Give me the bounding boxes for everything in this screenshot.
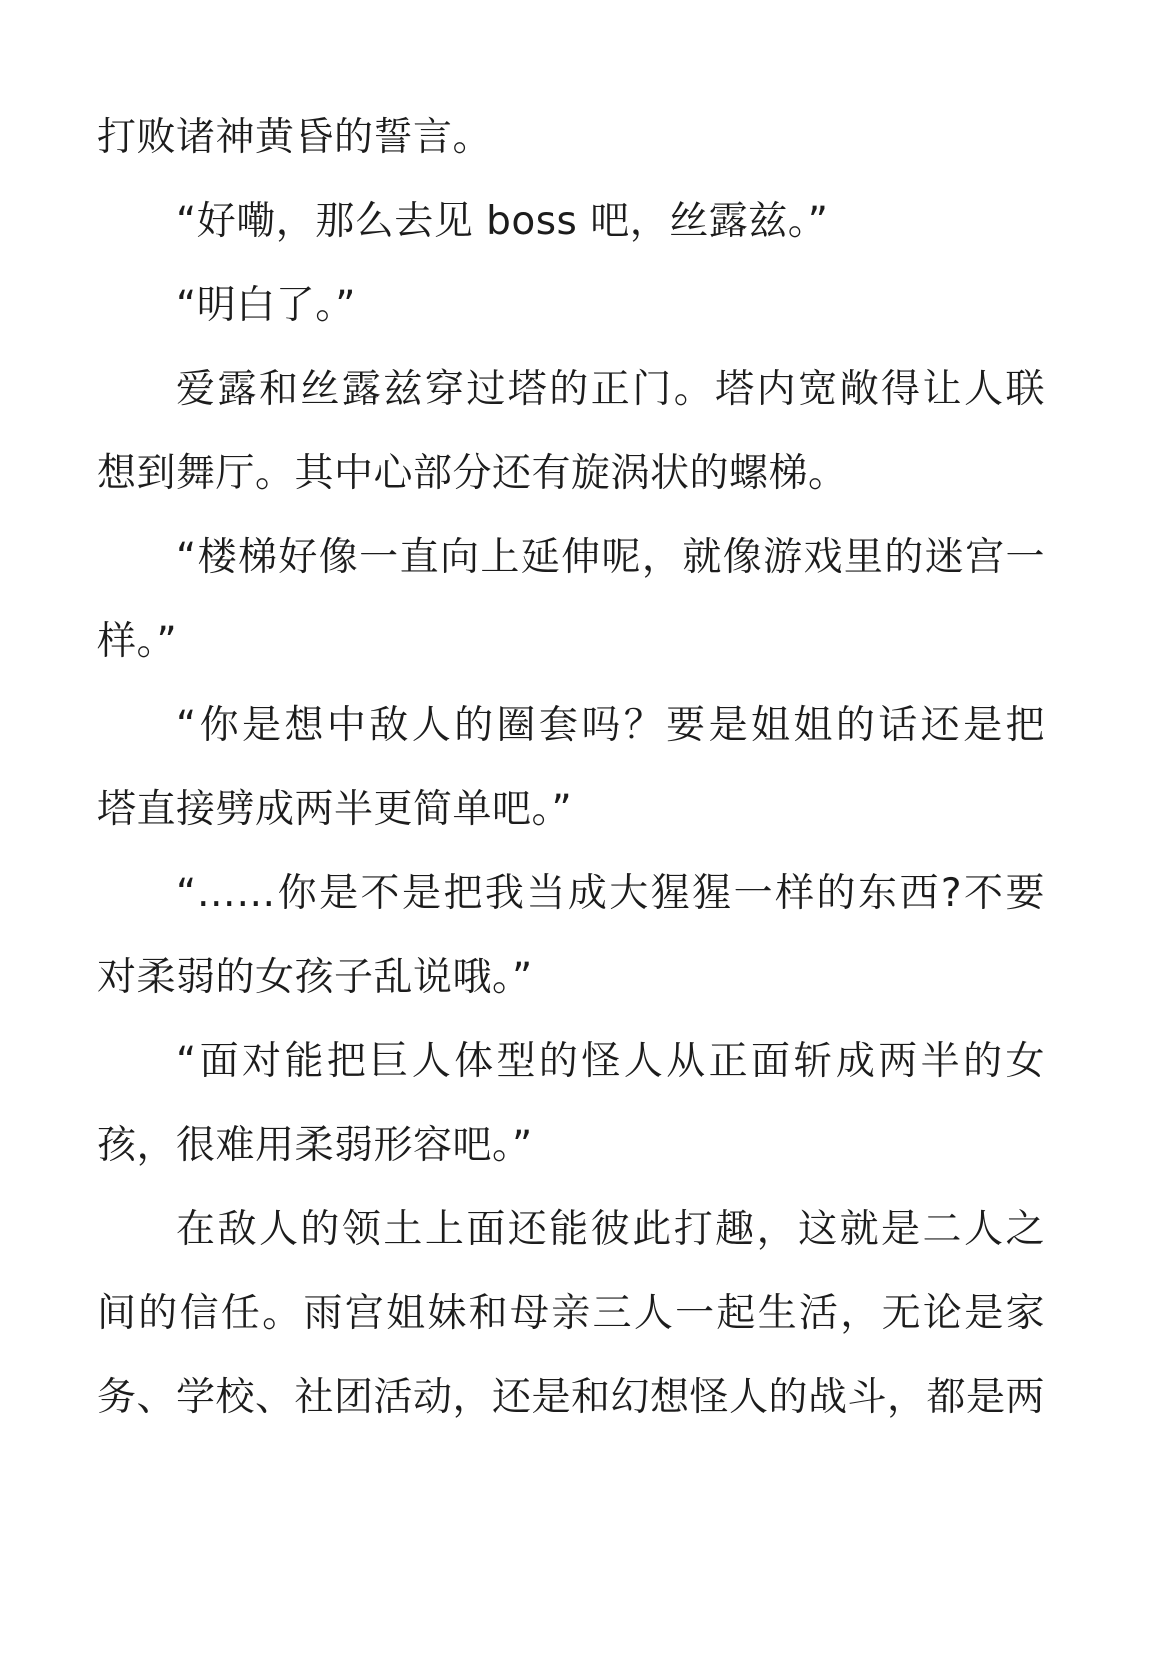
text-line: “你是想中敌人的圈套吗？要是姐姐的话还是把	[176, 703, 1045, 748]
text-line: 样。”	[97, 619, 178, 664]
text-line: 想到舞厅。其中心部分还有旋涡状的螺梯。	[97, 451, 848, 496]
text-line: “……你是不是把我当成大猩猩一样的东西?不要	[176, 871, 1045, 916]
text-line: 间的信任。雨宫姐妹和母亲三人一起生活，无论是家	[97, 1291, 1045, 1336]
text-line: “明白了。”	[176, 283, 356, 328]
text-line: 对柔弱的女孩子乱说哦。”	[97, 955, 533, 1000]
body-text	[97, 103, 1045, 1447]
text-line: 孩，很难用柔弱形容吧。”	[97, 1123, 533, 1168]
text-line: “楼梯好像一直向上延伸呢，就像游戏里的迷宫一	[176, 535, 1045, 580]
text-line: “面对能把巨人体型的怪人从正面斩成两半的女	[176, 1039, 1045, 1084]
text-line: “好嘞，那么去见 boss 吧，丝露兹。”	[176, 199, 829, 244]
text-line: 务、学校、社团活动，还是和幻想怪人的战斗，都是两	[97, 1375, 1046, 1420]
text-line: 爱露和丝露兹穿过塔的正门。塔内宽敞得让人联	[176, 367, 1045, 412]
text-line: 塔直接劈成两半更简单吧。”	[97, 787, 573, 832]
text-line: 打败诸神黄昏的誓言。	[97, 115, 493, 160]
text-line: 在敌人的领土上面还能彼此打趣，这就是二人之	[176, 1207, 1045, 1252]
